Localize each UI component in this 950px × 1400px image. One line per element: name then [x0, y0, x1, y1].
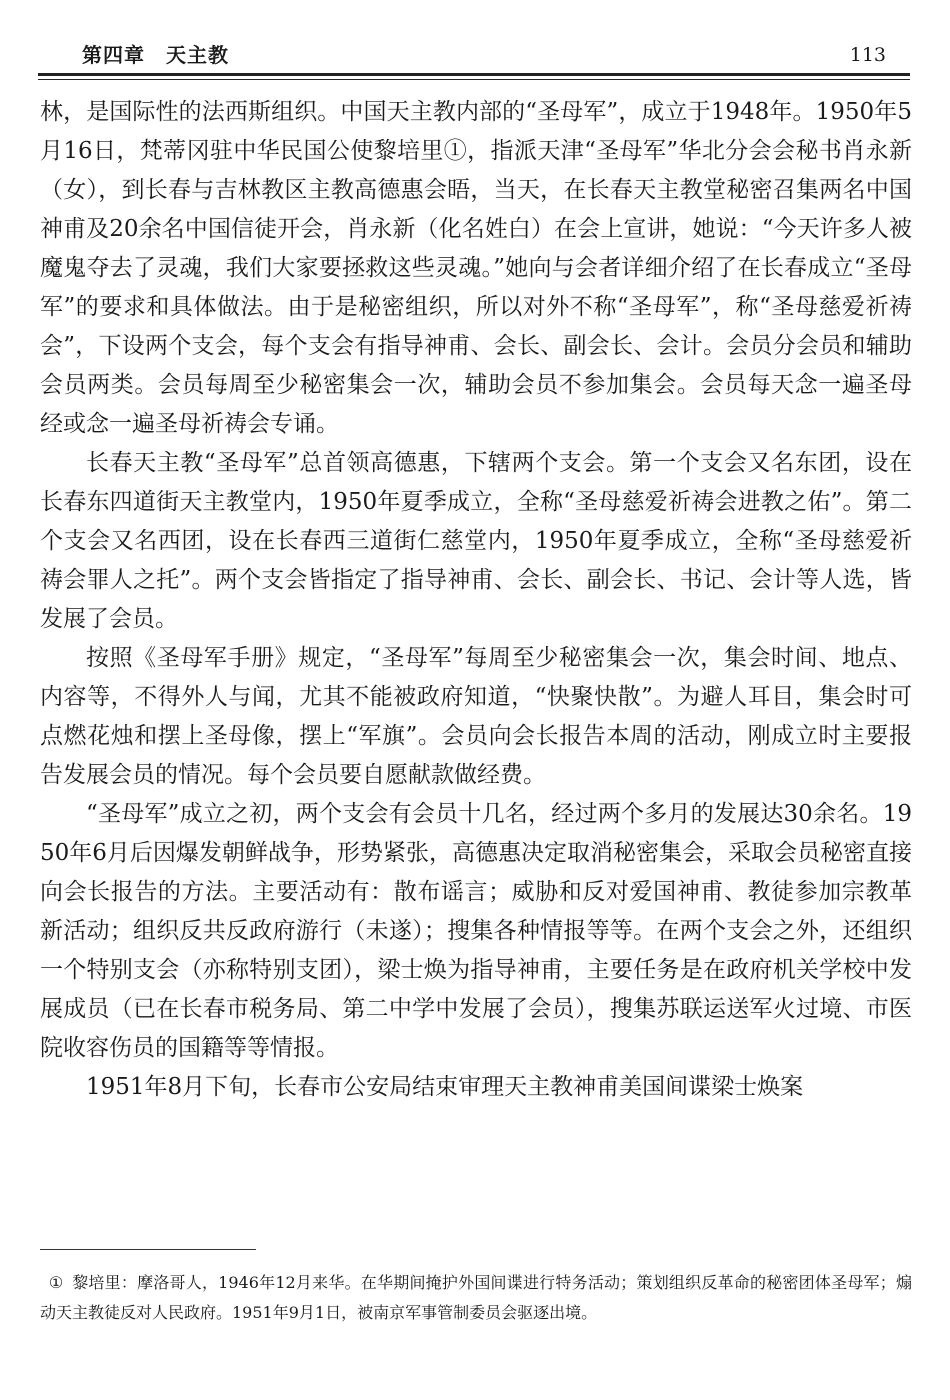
paragraph: 林，是国际性的法西斯组织。中国天主教内部的“圣母军”，成立于1948年。1950年5月16日，梵蒂冈驻中华民国公使黎培里①，指派天津“圣母军”华北分会会秘书肖永新（女），到长春与吉林教区主教高德惠会晤，当天，在长春天主教堂秘密召集两名中国神甫及20余名中国信徒开会，肖永新（化名姓白）在会上宣讲，她说：“今天许多人被魔鬼夺去了灵魂，我们大家要拯救这些灵魂。”她向与会者详细介绍了在长春成立“圣母军”的要求和具体做法。由于是秘密组织，所以对外不称“圣母军”，称“圣母慈爱祈祷会”，下设两个支会，每个支会有指导神甫、会长、副会长、会计。会员分会员和辅助会员两类。会员每周至少秘密集会一次，辅助会员不参加集会。会员每天念一遍圣母经或念一遍圣母祈祷会专诵。	[40, 99, 912, 437]
paragraph: 按照《圣母军手册》规定，“圣母军”每周至少秘密集会一次，集会时间、地点、内容等，不得外人与闻，尤其不能被政府知道，“快聚快散”。为避人耳目，集会时可点燃花烛和摆上圣母像，摆上“军旗”。会员向会长报告本周的活动，刚成立时主要报告发展会员的情况。每个会员要自愿献款做经费。	[40, 645, 912, 788]
running-header	[38, 40, 910, 70]
header-rule-thin	[38, 79, 910, 80]
body-text	[40, 93, 912, 1107]
paragraph: 长春天主教“圣母军”总首领高德惠，下辖两个支会。第一个支会又名东团，设在长春东四道街天主教堂内，1950年夏季成立，全称“圣母慈爱祈祷会进教之佑”。第二个支会又名西团，设在长春西三道街仁慈堂内，1950年夏季成立，全称“圣母慈爱祈祷会罪人之托”。两个支会皆指定了指导神甫、会长、副会长、书记、会计等人选，皆发展了会员。	[40, 450, 912, 632]
footnote	[40, 1268, 912, 1328]
footnote-marker: ①	[48, 1273, 64, 1292]
header-rule-thick	[38, 73, 910, 76]
paragraph: 1951年8月下旬，长春市公安局结束审理天主教神甫美国间谍梁士焕案	[86, 1074, 804, 1100]
paragraph: “圣母军”成立之初，两个支会有会员十几名，经过两个多月的发展达30余名。1950年6月后因爆发朝鲜战争，形势紧张，高德惠决定取消秘密集会，采取会员秘密直接向会长报告的方法。主要活动有：散布谣言；威胁和反对爱国神甫、教徒参加宗教革新活动；组织反共反政府游行（未遂）；搜集各种情报等等。在两个支会之外，还组织一个特别支会（亦称特别支团），梁士焕为指导神甫，主要任务是在政府机关学校中发展成员（已在长春市税务局、第二中学中发展了会员），搜集苏联运送军火过境、市医院收容伤员的国籍等等情报。	[40, 801, 912, 1061]
page-number: 113	[849, 44, 886, 66]
chapter-title: 第四章 天主教	[82, 43, 229, 67]
footnote-rule	[40, 1249, 256, 1250]
footnote-text: 黎培里：摩洛哥人，1946年12月来华。在华期间掩护外国间谍进行特务活动；策划组织反革命的秘密团体圣母军；煽动天主教徒反对人民政府。1951年9月1日，被南京军事管制委员会驱逐出境。	[40, 1273, 912, 1322]
